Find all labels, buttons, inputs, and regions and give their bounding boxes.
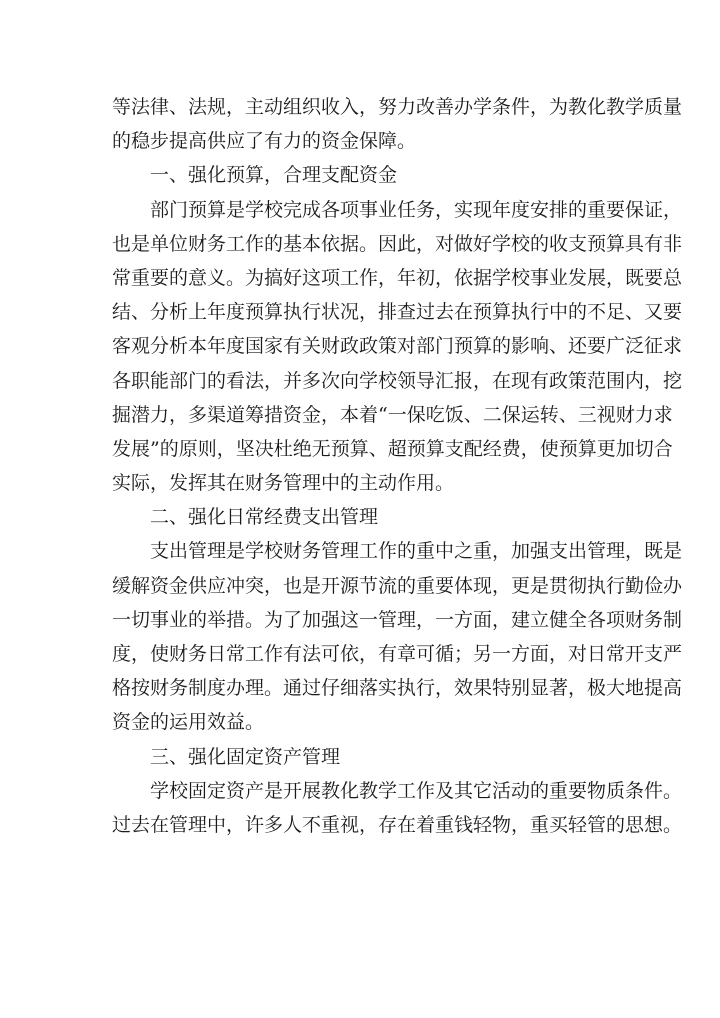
paragraph-line: 过去在管理中，许多人不重视，存在着重钱轻物，重买轻管的思想。	[112, 813, 683, 836]
paragraph-line: 支出管理是学校财务管理工作的重中之重，加强支出管理，既是	[150, 540, 683, 563]
paragraph-line: 掘潜力，多渠道筹措资金，本着“一保吃饭、二保运转、三视财力求	[112, 403, 673, 426]
paragraph-line: 缓解资金供应冲突，也是开源节流的重要体现，更是贯彻执行勤俭办	[112, 574, 683, 597]
section-heading: 二、强化日常经费支出管理	[150, 506, 379, 529]
paragraph-line: 各职能部门的看法，并多次向学校领导汇报，在现有政策范围内，挖	[112, 369, 683, 392]
paragraph-line: 常重要的意义。为搞好这项工作，年初，依据学校事业发展，既要总	[112, 266, 683, 289]
paragraph-line: 一切事业的举措。为了加强这一管理，一方面，建立健全各项财务制	[112, 608, 683, 631]
section-heading: 一、强化预算，合理支配资金	[150, 164, 398, 187]
document-body	[112, 90, 683, 842]
paragraph-line: 部门预算是学校完成各项事业任务，实现年度安排的重要保证，	[150, 198, 683, 221]
paragraph-line: 格按财务制度办理。通过仔细落实执行，效果特别显著，极大地提高	[112, 677, 683, 700]
paragraph-line: 度，使财务日常工作有法可依，有章可循；另一方面，对日常开支严	[112, 643, 683, 665]
section-heading: 三、强化固定资产管理	[150, 745, 341, 768]
paragraph-line: 结、分析上年度预算执行状况，排查过去在预算执行中的不足、又要	[112, 301, 683, 324]
paragraph-line: 的稳步提高供应了有力的资金保障。	[112, 130, 417, 153]
paragraph-line: 学校固定资产是开展教化教学工作及其它活动的重要物质条件。	[150, 779, 683, 802]
paragraph-line: 发展”的原则，坚决杜绝无预算、超预算支配经费，使预算更加切合	[112, 437, 673, 460]
paragraph-line: 也是单位财务工作的基本依据。因此，对做好学校的收支预算具有非	[112, 232, 683, 255]
paragraph-line: 资金的运用效益。	[112, 711, 265, 734]
paragraph-line: 客观分析本年度国家有关财政政策对部门预算的影响、还要广泛征求	[112, 335, 683, 358]
paragraph-line: 等法律、法规，主动组织收入，努力改善办学条件，为教化教学质量	[112, 96, 683, 118]
paragraph-line: 实际，发挥其在财务管理中的主动作用。	[112, 472, 455, 495]
